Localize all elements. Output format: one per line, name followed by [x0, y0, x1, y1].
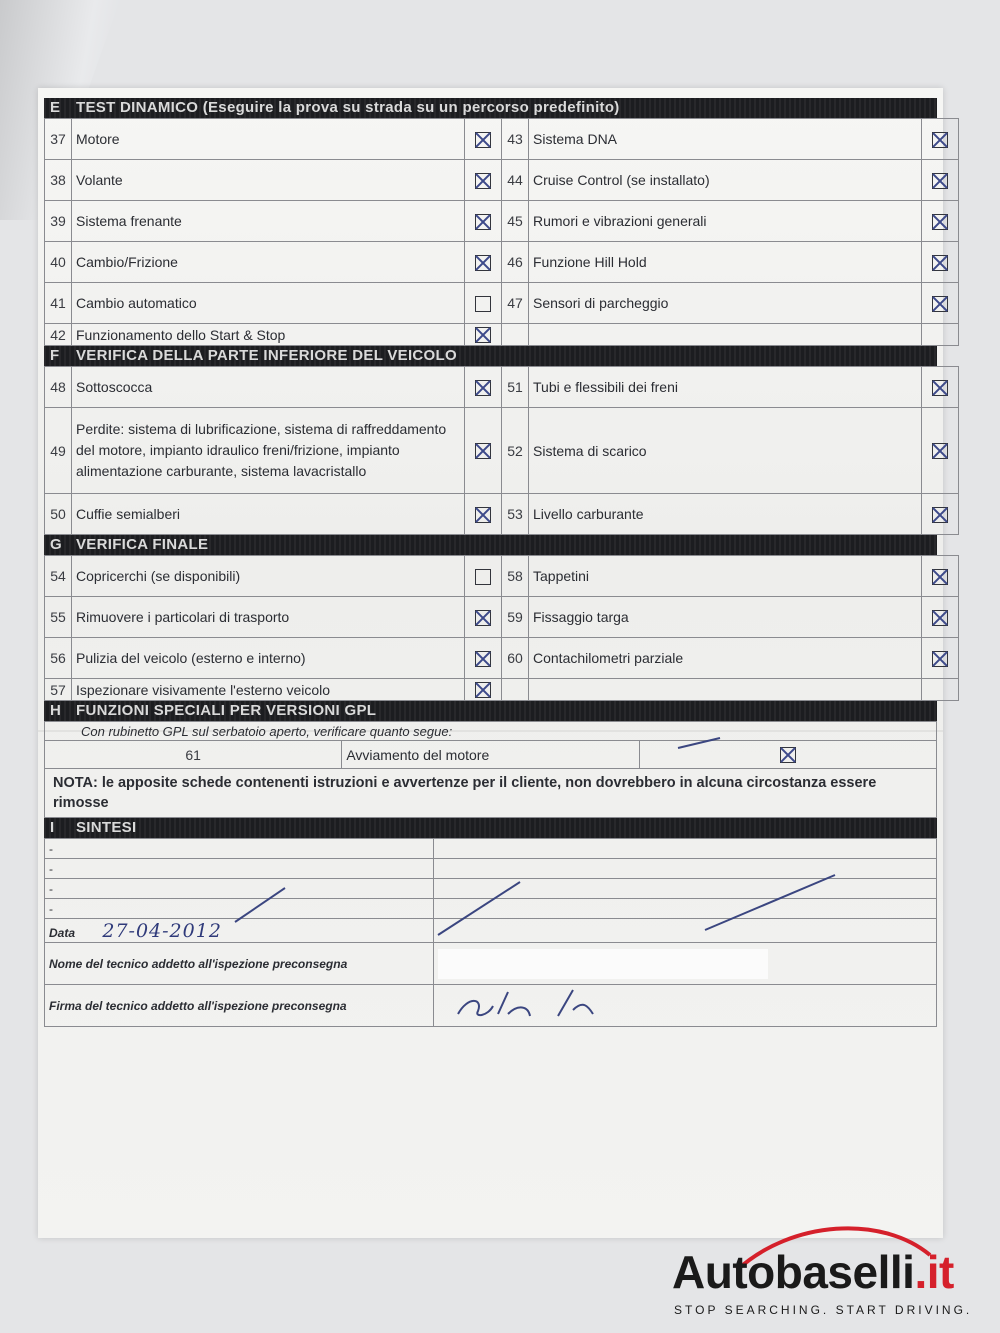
item-label: Cruise Control (se installato)	[529, 160, 922, 201]
item-label: Copricerchi (se disponibili)	[72, 556, 465, 597]
item-number: 51	[502, 367, 529, 408]
item-label: Volante	[72, 160, 465, 201]
item-number: 44	[502, 160, 529, 201]
section-letter: G	[50, 536, 62, 553]
item-label: Funzionamento dello Start & Stop	[72, 324, 465, 346]
item-label: Rimuovere i particolari di trasporto	[72, 597, 465, 638]
item-label: Motore	[72, 119, 465, 160]
item-number: 46	[502, 242, 529, 283]
section-letter: I	[50, 819, 55, 836]
logo-tagline: STOP SEARCHING. START DRIVING.	[674, 1303, 973, 1317]
item-number: 41	[45, 283, 72, 324]
item-label: Pulizia del veicolo (esterno e interno)	[72, 638, 465, 679]
section-letter: H	[50, 702, 62, 719]
item-number: 42	[45, 324, 72, 346]
item-number: 38	[45, 160, 72, 201]
item-label: Cambio automatico	[72, 283, 465, 324]
date-value[interactable]: 27-04-2012	[102, 919, 222, 942]
item-label: Sensori di parcheggio	[529, 283, 922, 324]
note-text: : le apposite schede contenenti istruzioni e avvertenze per il cliente, non dovrebbero in alcuna circostanza essere rimosse	[53, 775, 877, 811]
logo-brand	[672, 1245, 954, 1299]
item-label: Livello carburante	[529, 494, 922, 535]
item-number: 39	[45, 201, 72, 242]
item-number: 50	[45, 494, 72, 535]
section-title: VERIFICA FINALE	[76, 536, 209, 553]
item-label: Tubi e flessibili dei freni	[529, 367, 922, 408]
brand-tld: .it	[914, 1246, 954, 1298]
item-label: Ispezionare visivamente l'esterno veicolo	[72, 679, 465, 701]
item-number: 40	[45, 242, 72, 283]
sintesi-line: -	[45, 879, 434, 899]
item-number: 61	[45, 741, 342, 769]
item-label: Sistema di scarico	[529, 408, 922, 494]
item-number: 58	[502, 556, 529, 597]
item-number: 54	[45, 556, 72, 597]
item-number: 52	[502, 408, 529, 494]
brand-main: Autobaselli	[672, 1246, 915, 1298]
item-label: Avviamento del motore	[342, 741, 639, 769]
item-label: Rumori e vibrazioni generali	[529, 201, 922, 242]
gpl-intro: Con rubinetto GPL sul serbatoio aperto, verificare quanto segue:	[45, 722, 937, 741]
section-letter: F	[50, 347, 60, 364]
date-label: Data	[49, 925, 76, 940]
item-label: Funzione Hill Hold	[529, 242, 922, 283]
item-label: Perdite: sistema di lubrificazione, sistema di raffreddamento del motore, impianto idraulico freni/frizione, impianto alimentazione carburante, sistema lavacristallo	[72, 408, 465, 494]
section-title: TEST DINAMICO (Eseguire la prova su strada su un percorso predefinito)	[76, 99, 620, 116]
item-label: Tappetini	[529, 556, 922, 597]
item-number: 55	[45, 597, 72, 638]
item-number: 59	[502, 597, 529, 638]
section-title: FUNZIONI SPECIALI PER VERSIONI GPL	[76, 702, 377, 719]
item-label: Cambio/Frizione	[72, 242, 465, 283]
item-number: 53	[502, 494, 529, 535]
tech-name-label: Nome del tecnico addetto all'ispezione preconsegna	[45, 943, 434, 985]
item-label: Sistema frenante	[72, 201, 465, 242]
item-number: 48	[45, 367, 72, 408]
item-number: 37	[45, 119, 72, 160]
item-number: 49	[45, 408, 72, 494]
item-number: 45	[502, 201, 529, 242]
sintesi-line: -	[45, 839, 434, 859]
section-letter: E	[50, 99, 61, 116]
item-label: Fissaggio targa	[529, 597, 922, 638]
item-label: Sistema DNA	[529, 119, 922, 160]
note-label: NOTA	[53, 775, 94, 791]
sintesi-line: -	[45, 899, 434, 919]
tech-sign-label: Firma del tecnico addetto all'ispezione preconsegna	[45, 985, 434, 1027]
section-title: VERIFICA DELLA PARTE INFERIORE DEL VEICOLO	[76, 347, 457, 364]
item-label: Cuffie semialberi	[72, 494, 465, 535]
item-number: 60	[502, 638, 529, 679]
section-title: SINTESI	[76, 819, 137, 836]
item-number: 43	[502, 119, 529, 160]
item-label: Contachilometri parziale	[529, 638, 922, 679]
autobaselli-logo	[672, 1215, 982, 1325]
item-number: 57	[45, 679, 72, 701]
item-number: 47	[502, 283, 529, 324]
item-label: Sottoscocca	[72, 367, 465, 408]
sintesi-line: -	[45, 859, 434, 879]
item-number: 56	[45, 638, 72, 679]
